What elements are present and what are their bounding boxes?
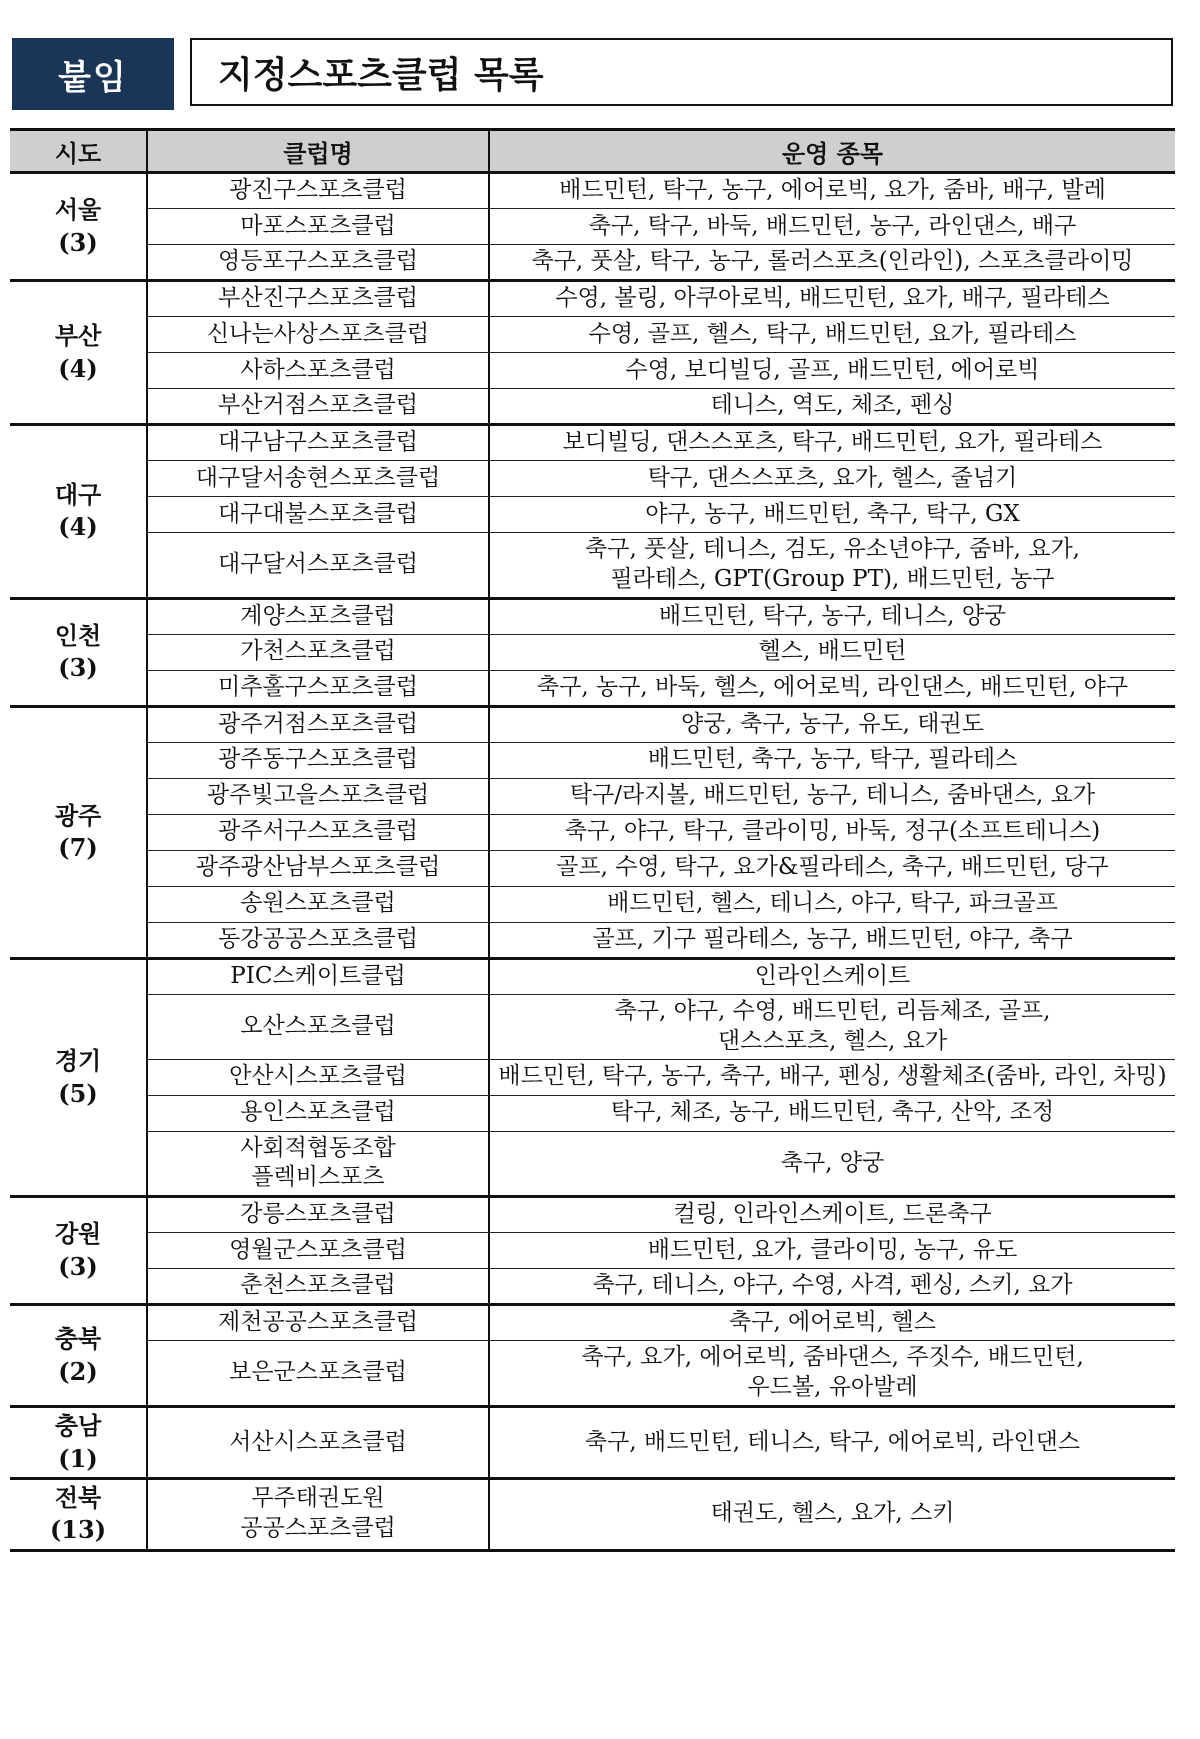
sports-cell (489, 425, 1175, 461)
sports-list: 배드민턴, 탁구, 농구, 테니스, 양궁 (658, 602, 1007, 629)
sports-cell (489, 778, 1175, 814)
sports-list: 수영, 보디빌딩, 골프, 배드민턴, 에어로빅 (625, 356, 1040, 383)
table-row (10, 634, 1175, 670)
club-name: 사하스포츠클럽 (240, 356, 396, 383)
club-name: 송원스포츠클럽 (240, 890, 396, 917)
region-cell (10, 706, 147, 958)
club-name-cell (147, 922, 489, 958)
club-name: 대구달서스포츠클럽 (218, 550, 418, 577)
sports-cell (489, 1341, 1175, 1407)
table-row (10, 598, 1175, 634)
sports-list: 배드민턴, 탁구, 농구, 축구, 배구, 펜싱, 생활체조(줌바, 라인, 차밍) (498, 1063, 1167, 1090)
club-name: 부산진구스포츠클럽 (218, 285, 418, 312)
sports-cell (489, 281, 1175, 317)
region-name: 부산 (54, 321, 102, 351)
region-count: (13) (49, 1515, 107, 1545)
club-name: 대구남구스포츠클럽 (218, 429, 418, 456)
table-row (10, 1305, 1175, 1341)
sports-list: 골프, 기구 필라테스, 농구, 배드민턴, 야구, 축구 (592, 925, 1073, 952)
club-name-cell (147, 1095, 489, 1131)
sports-list: 축구, 탁구, 바둑, 배드민턴, 농구, 라인댄스, 배구 (588, 212, 1077, 239)
table-row (10, 281, 1175, 317)
club-name-cell (147, 1407, 489, 1479)
region-count: (3) (58, 653, 98, 683)
sports-cell (489, 317, 1175, 353)
sports-list: 골프, 수영, 탁구, 요가&필라테스, 축구, 배드민턴, 당구 (556, 854, 1109, 881)
club-name-cell (147, 173, 489, 209)
table-row (10, 778, 1175, 814)
region-name: 광주 (54, 800, 102, 830)
club-name-cell (147, 958, 489, 994)
club-name-cell (147, 1233, 489, 1269)
club-table-body (10, 173, 1175, 1551)
region-name: 대구 (54, 480, 102, 509)
sports-cell (489, 1407, 1175, 1479)
region-name: 충남 (54, 1411, 102, 1441)
club-name: 광주거점스포츠클럽 (218, 710, 418, 737)
sports-cell (489, 598, 1175, 634)
sports-list: 보디빌딩, 댄스스포츠, 탁구, 배드민턴, 요가, 필라테스 (562, 429, 1103, 456)
table-row (10, 850, 1175, 886)
sports-list: 탁구/라지볼, 배드민턴, 농구, 테니스, 줌바댄스, 요가 (569, 782, 1096, 809)
sports-cell (489, 353, 1175, 389)
sports-cell (489, 742, 1175, 778)
sports-list: 우드볼, 유아발레 (747, 1374, 918, 1401)
club-name-cell (147, 742, 489, 778)
club-name: 강릉스포츠클럽 (240, 1201, 396, 1228)
club-name-cell (147, 245, 489, 281)
club-name-cell (147, 461, 489, 497)
club-name: 춘천스포츠클럽 (240, 1272, 396, 1299)
region-count: (5) (58, 1078, 98, 1108)
sports-list: 야구, 농구, 배드민턴, 축구, 탁구, GX (645, 500, 1020, 527)
sports-list: 축구, 에어로빅, 헬스 (729, 1309, 936, 1336)
club-name-cell (147, 670, 489, 706)
region-cell (10, 598, 147, 706)
club-name: 대구달서송현스포츠클럽 (195, 464, 441, 491)
table-row (10, 497, 1175, 533)
sports-list: 배드민턴, 헬스, 테니스, 야구, 탁구, 파크골프 (607, 890, 1058, 917)
club-name-cell (147, 317, 489, 353)
club-name: 안산시스포츠클럽 (229, 1063, 407, 1090)
club-name-cell (147, 1341, 489, 1407)
table-row (10, 389, 1175, 425)
sports-list: 컬링, 인라인스케이트, 드론축구 (673, 1201, 992, 1228)
region-name: 인천 (54, 620, 102, 650)
sports-cell (489, 814, 1175, 850)
region-count: (4) (58, 353, 98, 383)
club-name-cell (147, 1059, 489, 1095)
sports-cell (489, 1478, 1175, 1550)
table-row (10, 533, 1175, 599)
sports-list: 태권도, 헬스, 요가, 스키 (710, 1500, 955, 1527)
club-name-cell (147, 1478, 489, 1550)
club-name-cell (147, 706, 489, 742)
club-name: 계양스포츠클럽 (240, 602, 396, 629)
table-row (10, 1197, 1175, 1233)
sports-list: 양궁, 축구, 농구, 유도, 태권도 (681, 710, 984, 737)
club-name-cell (147, 533, 489, 599)
club-name: 플렉비스포츠 (251, 1164, 385, 1191)
club-name: 보은군스포츠클럽 (229, 1359, 407, 1386)
club-name: 영월군스포츠클럽 (229, 1236, 407, 1263)
club-name: 사회적협동조합 (240, 1134, 396, 1161)
sports-cell (489, 389, 1175, 425)
table-row (10, 353, 1175, 389)
sports-list: 축구, 야구, 탁구, 클라이밍, 바둑, 정구(소프트테니스) (564, 818, 1101, 845)
club-name: 광진구스포츠클럽 (229, 177, 407, 204)
table-row (10, 670, 1175, 706)
table-row (10, 461, 1175, 497)
sports-cell (489, 634, 1175, 670)
sports-cell (489, 1305, 1175, 1341)
table-header-row (10, 130, 1175, 173)
table-row (10, 317, 1175, 353)
table-row (10, 1269, 1175, 1305)
club-name-cell (147, 886, 489, 922)
club-name-cell (147, 634, 489, 670)
sports-list: 축구, 테니스, 야구, 수영, 사격, 펜싱, 스키, 요가 (592, 1272, 1073, 1299)
club-name: 제천공공스포츠클럽 (218, 1309, 418, 1336)
region-cell (10, 1305, 147, 1407)
region-cell (10, 958, 147, 1197)
sports-cell (489, 497, 1175, 533)
sports-list: 탁구, 댄스스포츠, 요가, 헬스, 줄넘기 (647, 464, 1018, 491)
region-name: 충북 (54, 1324, 102, 1354)
sports-list: 배드민턴, 축구, 농구, 탁구, 필라테스 (647, 746, 1018, 773)
sports-list: 배드민턴, 요가, 클라이밍, 농구, 유도 (647, 1236, 1018, 1263)
sports-cell (489, 533, 1175, 599)
region-name: 강원 (54, 1219, 102, 1249)
region-name: 서울 (54, 195, 102, 225)
club-name: 부산거점스포츠클럽 (218, 392, 418, 419)
sports-list: 축구, 배드민턴, 테니스, 탁구, 에어로빅, 라인댄스 (584, 1428, 1081, 1455)
sports-cell (489, 1197, 1175, 1233)
club-name: PIC스케이트클럽 (230, 962, 406, 989)
region-name: 경기 (54, 1046, 102, 1076)
sports-list: 축구, 양궁 (780, 1149, 885, 1176)
sports-cell (489, 850, 1175, 886)
region-count: (3) (58, 1251, 98, 1281)
sports-cell (489, 461, 1175, 497)
sports-list: 배드민턴, 탁구, 농구, 에어로빅, 요가, 줌바, 배구, 발레 (559, 177, 1106, 204)
region-count: (2) (58, 1356, 98, 1386)
club-name-cell (147, 1197, 489, 1233)
club-name-cell (147, 209, 489, 245)
club-name: 마포스포츠클럽 (240, 212, 396, 239)
sports-cell (489, 994, 1175, 1059)
table-row (10, 209, 1175, 245)
club-name-cell (147, 425, 489, 461)
sports-cell (489, 245, 1175, 281)
table-row (10, 1407, 1175, 1479)
club-name-cell (147, 778, 489, 814)
club-name: 서산시스포츠클럽 (229, 1428, 407, 1455)
region-name: 전북 (54, 1482, 102, 1512)
sports-cell (489, 1131, 1175, 1197)
sports-cell (489, 886, 1175, 922)
region-cell (10, 425, 147, 599)
column-header-region: 시도 (10, 130, 147, 173)
table-row (10, 922, 1175, 958)
club-name: 가천스포츠클럽 (240, 638, 396, 665)
club-name: 무주태권도원 (251, 1485, 385, 1512)
club-name-cell (147, 598, 489, 634)
club-name-cell (147, 994, 489, 1059)
sports-cell (489, 1095, 1175, 1131)
table-row (10, 245, 1175, 281)
table-row (10, 994, 1175, 1059)
region-cell (10, 173, 147, 281)
club-name-cell (147, 814, 489, 850)
club-name: 동강공공스포츠클럽 (218, 925, 418, 952)
region-count: (1) (58, 1443, 98, 1473)
table-row (10, 742, 1175, 778)
table-row (10, 1341, 1175, 1407)
club-name: 광주광산남부스포츠클럽 (195, 854, 441, 881)
sports-cell (489, 209, 1175, 245)
table-row (10, 1233, 1175, 1269)
sports-list: 인라인스케이트 (754, 962, 911, 989)
table-row (10, 1131, 1175, 1197)
sports-list: 축구, 풋살, 탁구, 농구, 롤러스포츠(인라인), 스포츠클라이밍 (531, 248, 1134, 275)
region-cell (10, 281, 147, 425)
club-name-cell (147, 1305, 489, 1341)
club-name: 공공스포츠클럽 (240, 1515, 396, 1542)
page-header (12, 38, 1177, 110)
sports-cell (489, 1059, 1175, 1095)
table-row (10, 425, 1175, 461)
club-name: 대구대불스포츠클럽 (218, 500, 418, 527)
region-cell (10, 1407, 147, 1479)
sports-list: 수영, 골프, 헬스, 탁구, 배드민턴, 요가, 필라테스 (588, 320, 1077, 347)
sports-list: 축구, 야구, 수영, 배드민턴, 리듬체조, 골프, (614, 997, 1051, 1024)
club-name: 신나는사상스포츠클럽 (206, 320, 430, 347)
sports-list: 수영, 볼링, 아쿠아로빅, 배드민턴, 요가, 배구, 필라테스 (555, 285, 1110, 312)
region-cell (10, 1478, 147, 1550)
table-row (10, 173, 1175, 209)
club-name-cell (147, 281, 489, 317)
sports-list: 댄스스포츠, 헬스, 요가 (717, 1027, 948, 1054)
sports-list: 축구, 농구, 바둑, 헬스, 에어로빅, 라인댄스, 배드민턴, 야구 (536, 673, 1129, 700)
table-row (10, 814, 1175, 850)
club-name: 오산스포츠클럽 (240, 1012, 396, 1039)
sports-cell (489, 1269, 1175, 1305)
club-name-cell (147, 850, 489, 886)
page-title: 지정스포츠클럽 목록 (190, 38, 1173, 106)
table-row (10, 1095, 1175, 1131)
table-row (10, 1478, 1175, 1550)
club-name: 광주빛고을스포츠클럽 (206, 782, 430, 809)
sports-cell (489, 922, 1175, 958)
region-count: (7) (58, 833, 98, 863)
table-row (10, 706, 1175, 742)
sports-cell (489, 958, 1175, 994)
club-name: 광주동구스포츠클럽 (218, 746, 418, 773)
region-cell (10, 1197, 147, 1305)
table-row (10, 1059, 1175, 1095)
region-count: (3) (58, 227, 98, 257)
sports-list: 축구, 요가, 에어로빅, 줌바댄스, 주짓수, 배드민턴, (581, 1344, 1084, 1371)
sports-cell (489, 173, 1175, 209)
column-header-club: 클럽명 (147, 130, 489, 173)
attachment-badge: 붙임 (12, 38, 174, 110)
column-header-sports: 운영 종목 (489, 130, 1175, 173)
sports-list: 필라테스, GPT(Group PT), 배드민턴, 농구 (610, 565, 1055, 592)
table-row (10, 886, 1175, 922)
sports-list: 축구, 풋살, 테니스, 검도, 유소년야구, 줌바, 요가, (585, 536, 1080, 562)
sports-cell (489, 670, 1175, 706)
club-name-cell (147, 389, 489, 425)
club-name-cell (147, 353, 489, 389)
club-table (10, 128, 1175, 1552)
sports-cell (489, 1233, 1175, 1269)
table-row (10, 958, 1175, 994)
club-name-cell (147, 497, 489, 533)
club-name-cell (147, 1269, 489, 1305)
club-name: 영등포구스포츠클럽 (218, 248, 418, 275)
sports-list: 테니스, 역도, 체조, 펜싱 (710, 392, 955, 419)
club-name: 광주서구스포츠클럽 (218, 818, 418, 845)
region-count: (4) (58, 512, 98, 542)
club-name: 미추홀구스포츠클럽 (218, 673, 418, 700)
club-name: 용인스포츠클럽 (240, 1099, 396, 1126)
club-name-cell (147, 1131, 489, 1197)
sports-list: 헬스, 배드민턴 (758, 638, 907, 665)
sports-list: 탁구, 체조, 농구, 배드민턴, 축구, 산악, 조정 (610, 1099, 1055, 1126)
sports-cell (489, 706, 1175, 742)
